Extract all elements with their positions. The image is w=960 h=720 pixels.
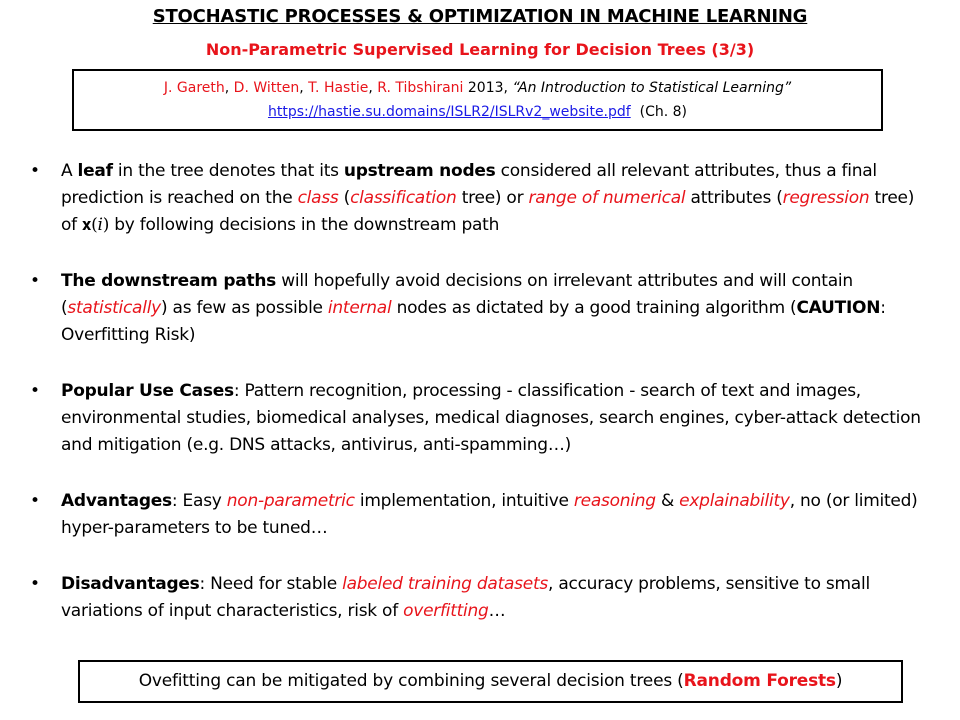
bullet-text-segment: classification [350, 188, 457, 208]
bottom-note-text: Ovefitting can be mitigated by combining several decision trees ( [138, 671, 684, 691]
bullet-item [30, 378, 930, 459]
bullet-text-segment: Popular Use Cases [61, 381, 234, 401]
reference-year: 2013, [467, 80, 508, 96]
bullet-text-segment: nodes as dictated by a good training algorithm ( [391, 298, 797, 318]
bullet-text-segment: : Overfitting Risk) [61, 298, 886, 345]
bullet-text-segment: 𝐱(𝑖) [82, 215, 110, 235]
bullet-item [30, 158, 930, 239]
bullet-text-segment: ) as few as possible [161, 298, 328, 318]
author-sep-1: , [224, 80, 234, 96]
bullet-text-segment: ( [338, 188, 351, 208]
reference-line-2 [74, 100, 881, 124]
bullet-text-segment: : Easy [171, 491, 227, 511]
bottom-note-box [78, 660, 903, 703]
bottom-note-close: ) [835, 671, 843, 691]
bullet-text-segment: CAUTION [796, 298, 881, 318]
bullet-text-segment: in the tree denotes that its [112, 161, 344, 181]
reference-book-title: “An Introduction to Statistical Learning” [512, 80, 792, 96]
bullet-text-segment: reasoning [573, 491, 656, 511]
bullet-text-segment: statistically [67, 298, 161, 318]
bullet-text-segment: , accuracy problems, sensitive to small variations of input characteristics, risk of [61, 574, 870, 621]
author-sep-2: , [299, 80, 309, 96]
bullet-text-segment: non-parametric [226, 491, 355, 511]
bullet-text-segment: : Need for stable [199, 574, 343, 594]
bullet-text-segment: range of numerical [528, 188, 686, 208]
bullet-text-segment: The downstream paths [61, 271, 277, 291]
bullet-item [30, 571, 930, 625]
bullet-text-segment: upstream nodes [343, 161, 496, 181]
bullet-text-segment: A [61, 161, 78, 181]
bullet-text-segment: & [655, 491, 680, 511]
bullet-text-segment: Advantages [61, 491, 172, 511]
reference-box [72, 69, 883, 131]
reference-line-1 [74, 76, 881, 100]
reference-link[interactable]: https://hastie.su.domains/ISLR2/ISLRv2_website.pdf [267, 104, 631, 120]
bullet-marker: • [30, 574, 40, 594]
bullet-marker: • [30, 161, 40, 181]
reference-chapter: (Ch. 8) [639, 104, 688, 120]
author-3: T. Hastie [308, 80, 369, 96]
bullet-text-segment: tree) of [61, 188, 915, 235]
bullet-text-segment: will hopefully avoid decisions on irrelevant attributes and will contain ( [61, 271, 853, 318]
bullet-text-segment: internal [327, 298, 392, 318]
author-2: D. Witten [233, 80, 300, 96]
bullet-text-segment: attributes ( [685, 188, 783, 208]
bullet-marker: • [30, 491, 40, 511]
bullet-text-segment: tree) or [456, 188, 529, 208]
author-1: J. Gareth [163, 80, 225, 96]
bullet-text-segment: by following decisions in the downstream path [109, 215, 500, 235]
bullet-text-segment: overfitting [403, 601, 489, 621]
bullet-text-segment: : Pattern recognition, processing - classification - search of text and images, environmental studies, biomedical analyses, medical diagnoses, search engines, cyber-attack detection and mitigation (e.g. DNS attacks, antivirus, anti-spamming…) [61, 381, 921, 455]
bullet-marker: • [30, 381, 40, 401]
page-title: STOCHASTIC PROCESSES & OPTIMIZATION IN MACHINE LEARNING [152, 6, 808, 27]
bullet-text-segment: implementation, intuitive [354, 491, 574, 511]
bullet-text-segment: Disadvantages [61, 574, 200, 594]
author-4: R. Tibshirani [377, 80, 464, 96]
bullet-marker: • [30, 271, 40, 291]
bullet-text-segment: labeled training datasets [342, 574, 549, 594]
bullet-text-segment: leaf [77, 161, 113, 181]
bullet-text-segment: class [297, 188, 339, 208]
bullet-item [30, 488, 930, 542]
bullet-item [30, 268, 930, 349]
bullet-text-segment: explainability [679, 491, 790, 511]
bullet-text-segment: regression [782, 188, 870, 208]
bullet-list [30, 158, 930, 654]
bullet-text-segment: … [488, 601, 506, 621]
bottom-note-highlight: Random Forests [683, 671, 836, 691]
bullet-text-segment: , no (or limited) hyper-parameters to be tuned… [61, 491, 918, 538]
page-subtitle: Non-Parametric Supervised Learning for Decision Trees (3/3) [205, 40, 755, 59]
author-sep-3: , [368, 80, 378, 96]
bullet-text-segment: considered all relevant attributes, thus a final prediction is reached on the [61, 161, 877, 208]
